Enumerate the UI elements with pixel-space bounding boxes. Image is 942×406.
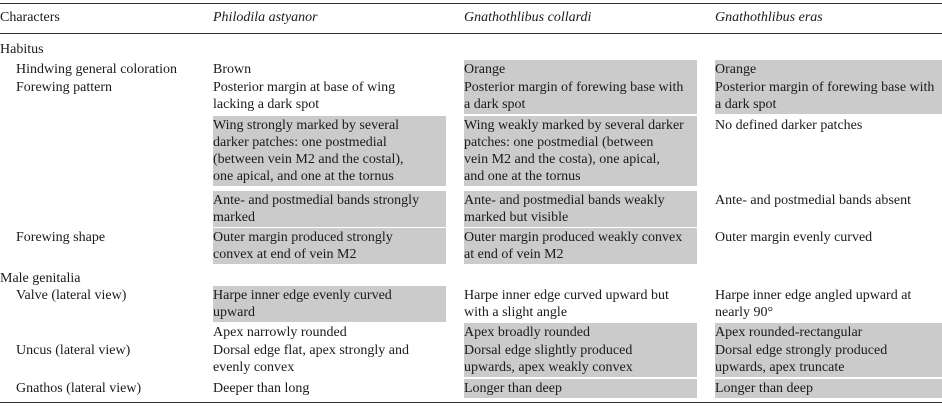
table-cell-line: with a slight angle [464, 305, 568, 320]
table-cell-line: marked [213, 210, 255, 225]
table-cell-line: Outer margin produced strongly [213, 230, 393, 245]
table-cell-line: patches: one postmedial (between [464, 135, 654, 150]
table-cell-line: at end of vein M2 [464, 247, 564, 262]
table-cell-line: Deeper than long [213, 381, 310, 396]
table-cell-line: Wing strongly marked by several [213, 118, 400, 133]
table-cell-line: vein M2 and the costa), one apical, [464, 152, 660, 167]
header-characters: Characters [0, 10, 60, 25]
table-cell-line: Dorsal edge strongly produced [715, 343, 888, 358]
table-cell-line: marked but visible [464, 210, 569, 225]
table-cell-line: Brown [213, 62, 252, 77]
row-characteristic: Forewing pattern [16, 80, 113, 95]
header-gnathothlibus-collardi: Gnathothlibus collardi [464, 10, 592, 25]
table-top-rule [0, 3, 942, 4]
table-cell-line: Posterior margin of forewing base with [715, 80, 935, 95]
table-cell-line: Dorsal edge flat, apex strongly and [213, 343, 409, 358]
header-gnathothlibus-eras: Gnathothlibus eras [715, 10, 823, 25]
row-characteristic: Gnathos (lateral view) [16, 381, 142, 396]
table-cell-line: Ante- and postmedial bands strongly [213, 193, 420, 208]
table-bottom-rule [0, 402, 942, 403]
table-cell-line: Harpe inner edge evenly curved [213, 288, 392, 303]
row-characteristic: Forewing shape [16, 230, 106, 245]
table-cell-line: Orange [715, 62, 757, 77]
table-cell-line: No defined darker patches [715, 118, 863, 133]
table-cell-line: Posterior margin of forewing base with [464, 80, 684, 95]
table-cell-line: Apex broadly rounded [464, 325, 590, 340]
table-cell-line: Wing weakly marked by several darker [464, 118, 684, 133]
table-cell-line: one apical, and one at the tornus [213, 169, 394, 184]
table-header-rule [0, 33, 942, 34]
table-cell-line: Ante- and postmedial bands absent [715, 193, 911, 208]
table-cell-line: convex at end of vein M2 [213, 247, 357, 262]
table-cell-line: Posterior margin at base of wing [213, 80, 396, 95]
table-cell-line: a dark spot [715, 97, 777, 112]
row-characteristic: Valve (lateral view) [16, 288, 127, 303]
section-habitus: Habitus [0, 42, 44, 57]
table-cell-line: (between vein M2 and the costal), [213, 152, 404, 167]
table-cell-line: Dorsal edge slightly produced [464, 343, 633, 358]
table-cell-line: Apex rounded-rectangular [715, 325, 863, 340]
section-male-genitalia: Male genitalia [0, 271, 81, 286]
table-cell-line: Harpe inner edge curved upward but [464, 288, 669, 303]
table-cell-line: Apex narrowly rounded [213, 325, 347, 340]
table-cell-line: upwards, apex truncate [715, 360, 845, 375]
table-cell-line: and one at the tornus [464, 169, 581, 184]
table-cell-line: lacking a dark spot [213, 97, 320, 112]
row-characteristic: Hindwing general coloration [16, 62, 177, 77]
table-cell-line: upwards, apex weakly convex [464, 360, 633, 375]
table-cell-line: Outer margin evenly curved [715, 230, 873, 245]
table-cell-line: Orange [464, 62, 506, 77]
table-cell-line: Outer margin produced weakly convex [464, 230, 683, 245]
table-cell-line: Harpe inner edge angled upward at [715, 288, 912, 303]
table-cell-line: Longer than deep [715, 381, 813, 396]
table-cell-line: upward [213, 305, 255, 320]
table-cell-line: Ante- and postmedial bands weakly [464, 193, 665, 208]
row-characteristic: Uncus (lateral view) [16, 343, 131, 358]
table-cell-line: evenly convex [213, 360, 295, 375]
table-cell-line: nearly 90° [715, 305, 774, 320]
table-cell-line: Longer than deep [464, 381, 562, 396]
header-philodila-astyanor: Philodila astyanor [213, 10, 318, 25]
table-cell-line: a dark spot [464, 97, 526, 112]
table-cell-line: darker patches: one postmedial [213, 135, 387, 150]
